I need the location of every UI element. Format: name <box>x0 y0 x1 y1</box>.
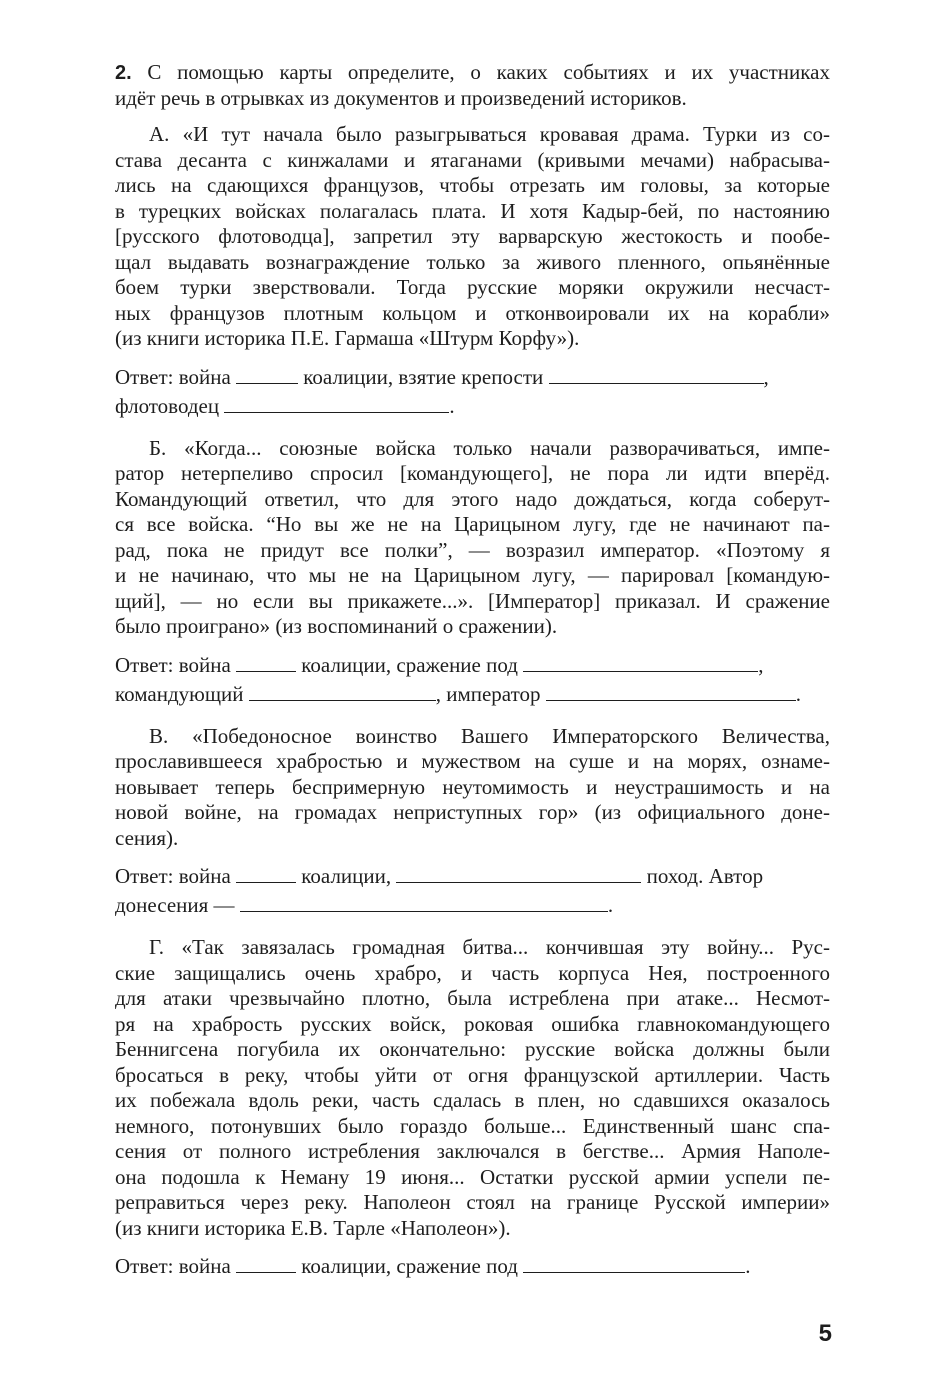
passage-g <box>115 935 830 1241</box>
war-coalition-blank[interactable] <box>236 653 296 672</box>
text-line: рад, пока не придут все полки”, — возразил император. «Поэтому я <box>115 537 830 562</box>
text-line: идёт речь в отрывках из документов и произведений историков. <box>115 85 687 110</box>
task-number: 2. <box>115 62 132 84</box>
text-line: щий], — но если вы прикажете...». [Император] приказал. И сражение <box>115 588 830 613</box>
text-line: ратор нетерпеливо спросил [командующего], не пора ли идти вперёд. <box>115 461 830 485</box>
text-line: ных французов плотным кольцом и отконвоировали их на корабли» <box>115 300 830 325</box>
answer-g <box>115 1252 830 1281</box>
emperor-blank[interactable] <box>546 682 796 701</box>
text-line: она подошла к Неману 19 июня... Остатки русской армии успели пе- <box>115 1164 830 1189</box>
passage-v <box>115 724 830 852</box>
answer-line: Ответ: война коалиции, взятие крепости , <box>115 364 769 389</box>
text-line: ся все войска. “Но вы же не на Царицыном лугу, где не начинают па- <box>115 512 830 536</box>
answer-b <box>115 651 830 709</box>
task-instruction <box>115 60 830 111</box>
campaign-blank[interactable] <box>396 864 641 883</box>
text-line: в турецких войсках полагалась плата. И хотя Кадыр-бей, по настоянию <box>115 198 830 223</box>
passage-b <box>115 436 830 640</box>
text-line: лись на сдающихся французов, чтобы отрезать им головы, за которые <box>115 173 830 197</box>
text-line: Беннигсена погубила их окончательно: русские войска должны были <box>115 1037 830 1061</box>
text-line: В. «Победоносное воинство Вашего Императорского Величества, <box>149 723 830 748</box>
text-line: бросаться в реку, чтобы уйти от огня французской артиллерии. Часть <box>115 1062 830 1087</box>
war-coalition-blank[interactable] <box>236 365 298 384</box>
text-line: новывает теперь беспримерную неутомимость и неустрашимость и на <box>115 774 830 799</box>
commander-blank[interactable] <box>249 682 436 701</box>
text-line: [русского флотоводца], запретил эту варварскую жестокость и пообе- <box>115 224 830 248</box>
text-line: става десанта с кинжалами и ятаганами (кривыми мечами) набрасыва- <box>115 147 830 172</box>
text-line: их побежала вдоль реки, часть сдалась в плен, но сдавшихся оказалось <box>115 1088 830 1112</box>
fortress-blank[interactable] <box>549 365 764 384</box>
war-coalition-blank[interactable] <box>236 1254 296 1273</box>
page-number: 5 <box>818 1320 832 1347</box>
worksheet-page <box>115 60 830 1281</box>
war-coalition-blank[interactable] <box>236 864 296 883</box>
text-line: А. «И тут начала было разыгрываться кровавая драма. Турки из со- <box>149 122 830 146</box>
text-line: немного, потонувших было гораздо больше... Единственный шанс спа- <box>115 1113 830 1138</box>
text-line: щал выдавать вознаграждение только за живого пленного, опьянённые <box>115 249 830 274</box>
answer-line: Ответ: война коалиции, сражение под , <box>115 652 764 677</box>
text-line: ские защищались очень храбро, и часть корпуса Нея, построенного <box>115 960 830 985</box>
text-line: и не начинаю, что мы не на Царицыном лугу, — парировал [командую- <box>115 563 830 587</box>
answer-line: флотоводец . <box>115 393 455 418</box>
answer-line: Ответ: война коалиции, поход. Автор <box>115 864 764 888</box>
text-line: сения от полного истребления заключался в бегстве... Армия Наполе- <box>115 1139 830 1163</box>
text-line: реправиться через реку. Наполеон стоял на границе Русской империи» <box>115 1190 830 1214</box>
text-line: новой войне, на громадах неприступных гор» (из официального доне- <box>115 800 830 824</box>
answer-line: Ответ: война коалиции, сражение под . <box>115 1254 751 1278</box>
answer-a <box>115 363 830 421</box>
text-line: 2. С помощью карты определите, о каких событиях и их участниках <box>115 60 830 84</box>
text-line: было проиграно» (из воспоминаний о сражении). <box>115 614 558 638</box>
text-line: для атаки чрезвычайно плотно, была истреблена при атаке... Несмот- <box>115 986 830 1010</box>
battle-place-blank[interactable] <box>523 653 758 672</box>
answer-v <box>115 862 830 920</box>
text-line: боем турки зверствовали. Тогда русские моряки окружили несчаст- <box>115 275 830 299</box>
battle-place-blank[interactable] <box>523 1254 745 1273</box>
text-line: (из книги историка П.Е. Гармаша «Штурм Корфу»). <box>115 326 580 350</box>
answer-line: командующий , император . <box>115 681 801 706</box>
text-line: ря на храбрость русских войск, роковая ошибка главнокомандующего <box>115 1011 830 1036</box>
text-line: Г. «Так завязалась громадная битва... кончившая эту войну... Рус- <box>149 935 830 959</box>
text-line: сения). <box>115 825 179 850</box>
answer-line: донесения — . <box>115 893 614 917</box>
text-line: Командующий ответил, что для этого надо дождаться, когда соберут- <box>115 486 830 511</box>
text-line: прославившееся храбростью и мужеством на суше и на морях, ознаме- <box>115 749 830 773</box>
admiral-blank[interactable] <box>224 394 449 413</box>
text-line: Б. «Когда... союзные войска только начали разворачиваться, импе- <box>149 435 830 460</box>
text-line: (из книги историка Е.В. Тарле «Наполеон»). <box>115 1215 511 1240</box>
passage-a <box>115 122 830 352</box>
author-blank[interactable] <box>240 893 608 912</box>
